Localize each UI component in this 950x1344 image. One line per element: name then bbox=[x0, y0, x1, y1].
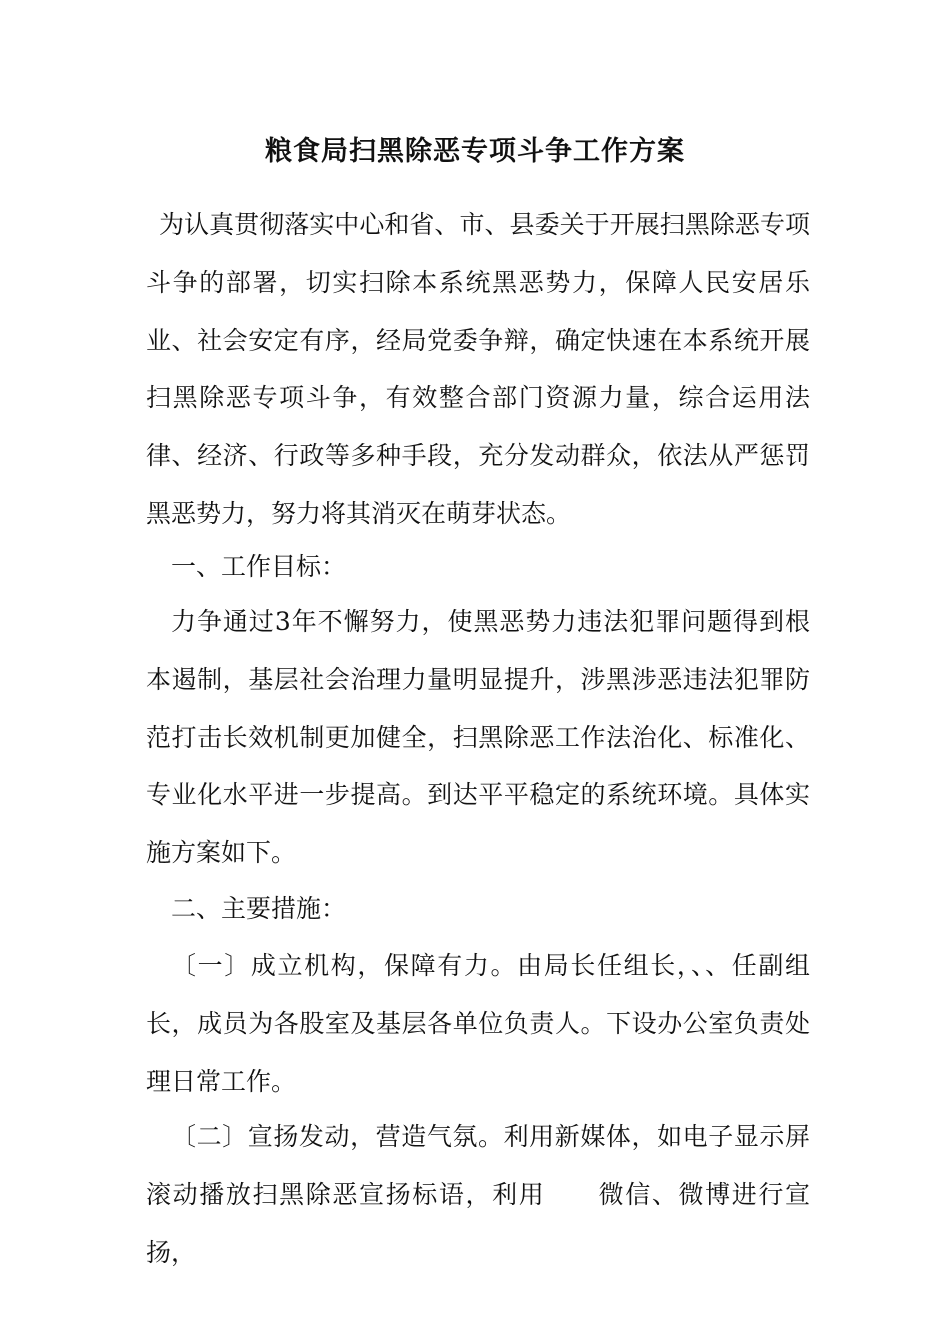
section-heading-measures: 二、主要措施： bbox=[171, 894, 347, 923]
measure-1-paragraph: 〔一〕成立机构，保障有力。由局长任组长，、、任副组长，成员为各股室及基层各单位负责人。下设办公室负责处理日常工作。 bbox=[146, 951, 810, 1096]
intro-paragraph: 为认真贯彻落实中心和省、市、县委关于开展扫黑除恶专项斗争的部署，切实扫除本系统黑恶势力，保障人民安居乐业、社会安定有序，经局党委争辩，确定快速在本系统开展扫黑除恶专项斗争，有效整合部门资源力量，综合运用法律、经济、行政等多种手段，充分发动群众，依法从严惩罚黑恶势力，努力将其消灭在萌芽状态。 bbox=[146, 210, 810, 528]
measure-2-paragraph: 〔二〕宣扬发动，营造气氛。利用新媒体，如电子显示屏滚动播放扫黑除恶宣扬标语，利用 微信、微博进行宣扬， bbox=[146, 1122, 810, 1267]
section-heading-goals: 一、工作目标： bbox=[171, 552, 347, 581]
document-title: 粮食局扫黑除恶专项斗争工作方案 bbox=[265, 136, 685, 167]
goals-paragraph: 力争通过3年不懈努力，使黑恶势力违法犯罪问题得到根本遏制，基层社会治理力量明显提升，涉黑涉恶违法犯罪防范打击长效机制更加健全，扫黑除恶工作法治化、标准化、专业化水平进一步提高。到达平平稳定的系统环境。具体实施方案如下。 bbox=[146, 607, 810, 868]
